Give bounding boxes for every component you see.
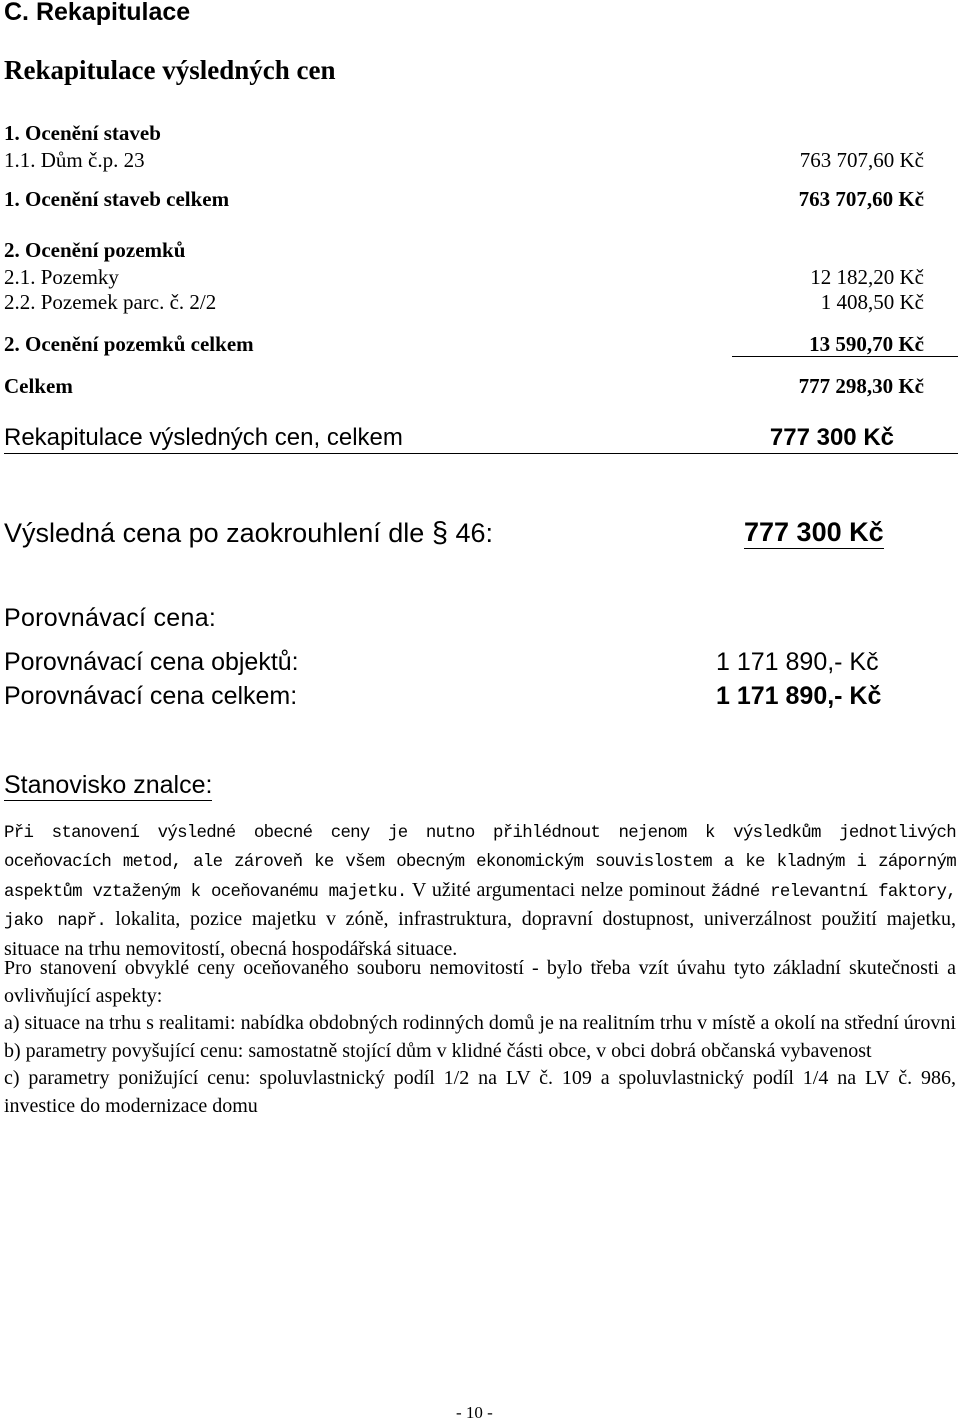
conditions-block xyxy=(4,955,956,1121)
comparative-total-value: 1 171 890,- Kč xyxy=(716,682,882,710)
opinion-heading: Stanovisko znalce: xyxy=(4,771,213,799)
page-number: - 10 - xyxy=(456,1403,493,1422)
comparative-heading: Porovnávací cena: xyxy=(4,604,217,632)
buildings-heading: 1. Ocenění staveb xyxy=(4,121,161,145)
section-sign: § xyxy=(431,517,448,549)
opinion-text-4: lokalita, pozice majetku v zóně, infrastruktura, dopravní dostupnost, univerzálnost použití majetku, situace na trhu nemovitostí, obecná hospodářská situace. xyxy=(4,908,956,960)
recap-total-value: 777 300 Kč xyxy=(769,424,894,451)
grand-total-value: 777 298,30 Kč xyxy=(798,374,924,398)
recap-total-underline xyxy=(4,453,958,454)
opinion-text-1: Při stanovení výsledné obecné ceny je nutno přihlédnout nejenom k výsledkům jednotlivých oceňovacích metod, ale zároveň ke všem obecným ekonomickým souvislostem a ke kladným i záporným aspektům vztaženým k oceňovanému majetku. xyxy=(4,824,956,902)
rounded-price-value: 777 300 Kč xyxy=(744,517,884,547)
condition-c: c) parametry ponižující cenu: spoluvlastnický podíl 1/2 na LV č. 109 a spoluvlastnický podíl 1/4 na LV č. 986, investice do modernizace domu xyxy=(4,1067,956,1117)
lands-total-value: 13 590,70 Kč xyxy=(809,332,924,356)
section-number: 46: xyxy=(455,518,494,548)
rounded-price-text: Výsledná cena po zaokrouhlení dle xyxy=(4,518,425,548)
land-item2-label: 2.2. Pozemek parc. č. 2/2 xyxy=(4,290,217,314)
land-item2-value: 1 408,50 Kč xyxy=(820,290,924,314)
recap-total-label: Rekapitulace výsledných cen, celkem xyxy=(4,424,403,451)
buildings-total-label: 1. Ocenění staveb celkem xyxy=(4,187,230,211)
land-item1-label: 2.1. Pozemky xyxy=(4,265,119,289)
grand-total-label: Celkem xyxy=(4,374,73,398)
comparative-objects-label: Porovnávací cena objektů: xyxy=(4,648,299,676)
building-item-value: 763 707,60 Kč xyxy=(799,148,924,172)
rounded-price-label xyxy=(4,517,493,550)
comparative-total-label: Porovnávací cena celkem: xyxy=(4,682,298,710)
lands-heading: 2. Ocenění pozemků xyxy=(4,238,186,262)
building-item-label: 1.1. Dům č.p. 23 xyxy=(4,148,145,172)
condition-b: b) parametry povyšující cenu: samostatně stojící dům v klidné části obce, v obci dobrá občanská vybavenost xyxy=(4,1039,872,1062)
lands-total-label: 2. Ocenění pozemků celkem xyxy=(4,332,254,356)
conditions-intro: Pro stanovení obvyklé ceny oceňovaného souboru nemovitostí - bylo třeba vzít úvahu tyto základní skutečnosti a ovlivňující aspekty: xyxy=(4,957,956,1007)
buildings-total-value: 763 707,60 Kč xyxy=(798,187,924,211)
land-item1-value: 12 182,20 Kč xyxy=(810,265,924,289)
opinion-paragraph xyxy=(4,818,956,962)
comparative-objects-value: 1 171 890,- Kč xyxy=(716,648,879,676)
section-heading: C. Rekapitulace xyxy=(4,0,191,26)
lands-total-underline xyxy=(732,356,958,357)
condition-a: a) situace na trhu s realitami: nabídka obdobných rodinných domů je na realitním trhu v místě a okolí na střední úrovni xyxy=(4,1012,956,1035)
opinion-text-3: žádné relevantní faktory, jako např. xyxy=(4,882,956,932)
opinion-text-2: V užité argumentaci nelze pominout xyxy=(411,878,706,901)
recap-title: Rekapitulace výsledných cen xyxy=(4,55,336,85)
